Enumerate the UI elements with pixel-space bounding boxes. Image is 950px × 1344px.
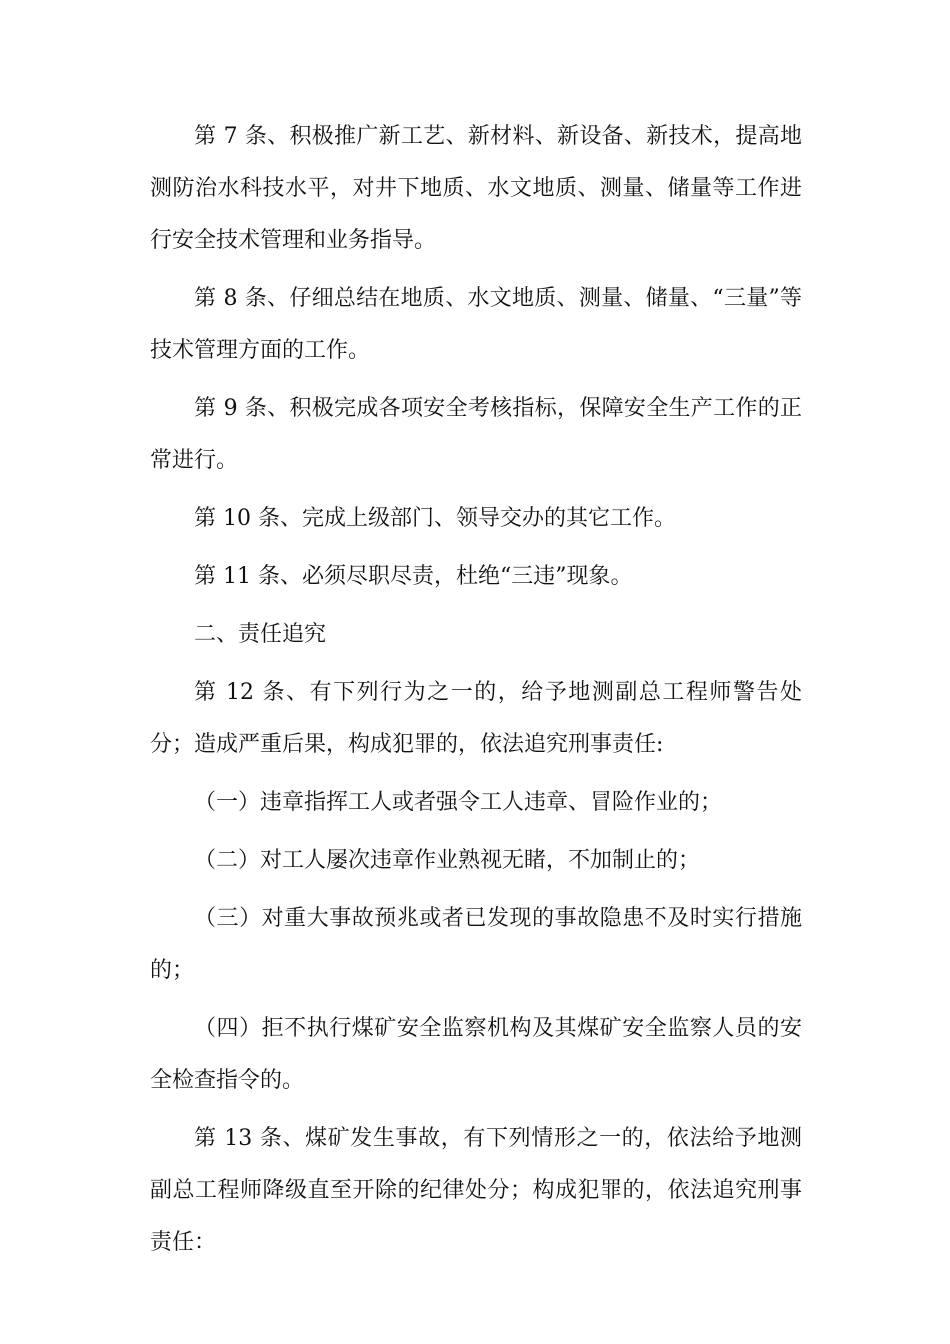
section-heading-liability: 二、责任追究 (194, 622, 327, 647)
paragraph-article-12: 第 12 条、有下列行为之一的，给予地测副总工程师警告处分；造成严重后果，构成犯罪的，依法追究刑事责任: (150, 680, 802, 757)
list-item-3: （三）对重大事故预兆或者已发现的事故隐患不及时实行措施的； (150, 906, 802, 983)
document-page (150, 111, 802, 1275)
paragraph-article-10: 第 10 条、完成上级部门、领导交办的其它工作。 (194, 506, 676, 531)
paragraph-article-13: 第 13 条、煤矿发生事故，有下列情形之一的，依法给予地测副总工程师降级直至开除的纪律处分；构成犯罪的，依法追究刑事责任： (150, 1126, 802, 1255)
list-item-1: （一）违章指挥工人或者强令工人违章、冒险作业的； (194, 790, 723, 815)
paragraph-article-9: 第 9 条、积极完成各项安全考核指标，保障安全生产工作的正常进行。 (150, 396, 802, 473)
paragraph-article-11: 第 11 条、必须尽职尽责，杜绝“三违”现象。 (194, 564, 633, 589)
paragraph-article-7: 第 7 条、积极推广新工艺、新材料、新设备、新技术，提高地测防治水科技水平，对井下地质、水文地质、测量、储量等工作进行安全技术管理和业务指导。 (150, 124, 802, 253)
paragraph-article-8: 第 8 条、仔细总结在地质、水文地质、测量、储量、“三量”等技术管理方面的工作。 (150, 286, 802, 363)
list-item-4: （四）拒不执行煤矿安全监察机构及其煤矿安全监察人员的安全检查指令的。 (150, 1016, 802, 1093)
list-item-2: （二）对工人屡次违章作业熟视无睹，不加制止的； (194, 848, 701, 873)
